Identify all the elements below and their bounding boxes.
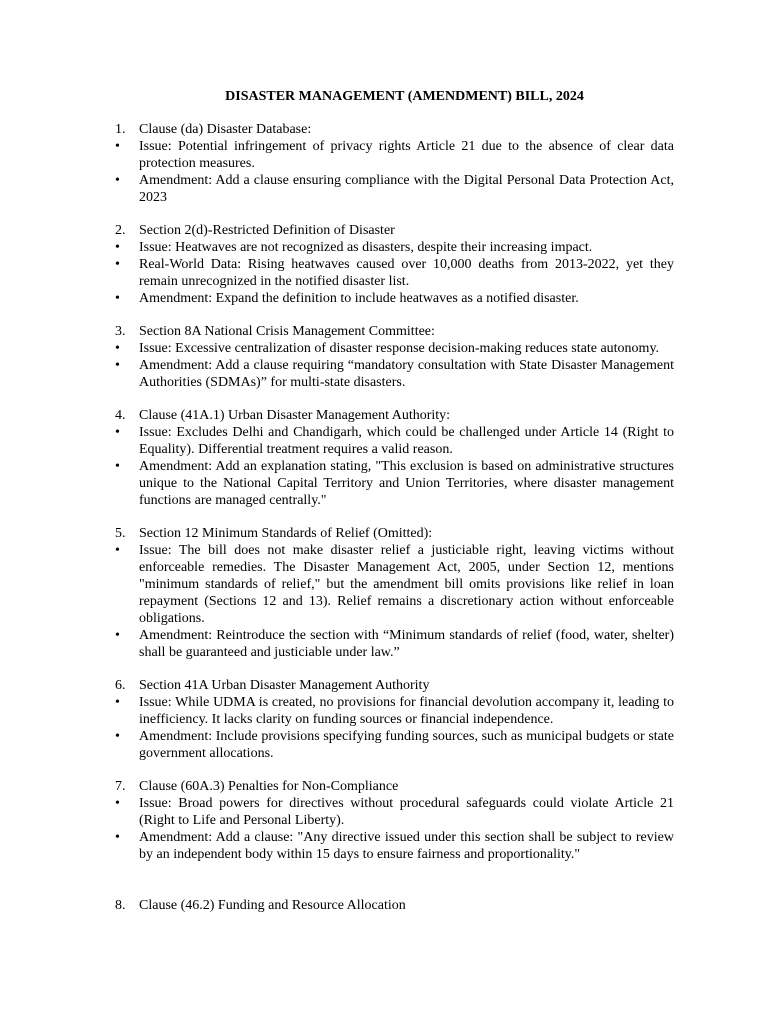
bullet-dot-icon: • <box>115 257 120 272</box>
bullet-list <box>115 239 674 307</box>
bullet-item <box>115 256 674 290</box>
bullet-dot-icon: • <box>115 358 120 373</box>
bullet-text: Issue: Excessive centralization of disaster response decision-making reduces state autonomy. <box>139 341 660 356</box>
section-number: 8. <box>115 898 126 913</box>
section-number: 3. <box>115 324 126 339</box>
bullet-text: Amendment: Add a clause ensuring compliance with the Digital Personal Data Protection Act, 2023 <box>139 173 674 205</box>
bullet-dot-icon: • <box>115 291 120 306</box>
bullet-text: Amendment: Expand the definition to include heatwaves as a notified disaster. <box>139 291 579 306</box>
section-3 <box>115 323 674 391</box>
sections-list <box>115 121 674 914</box>
bullet-item <box>115 290 674 307</box>
bullet-dot-icon: • <box>115 139 120 154</box>
section-2 <box>115 222 674 307</box>
bullet-item <box>115 694 674 728</box>
bullet-text: Amendment: Reintroduce the section with “Minimum standards of relief (food, water, shelter) shall be guaranteed and justiciable under law.” <box>139 628 674 660</box>
section-heading-text: Section 8A National Crisis Management Committee: <box>139 324 435 339</box>
bullet-list <box>115 795 674 863</box>
bullet-list <box>115 340 674 391</box>
bullet-item <box>115 138 674 172</box>
section-number: 6. <box>115 678 126 693</box>
section-6 <box>115 677 674 762</box>
bullet-dot-icon: • <box>115 425 120 440</box>
section-4 <box>115 407 674 509</box>
bullet-item <box>115 340 674 357</box>
section-heading <box>115 407 674 424</box>
section-number: 7. <box>115 779 126 794</box>
bullet-item <box>115 458 674 509</box>
bullet-list <box>115 138 674 206</box>
section-heading-text: Section 41A Urban Disaster Management Authority <box>139 678 430 693</box>
bullet-text: Amendment: Add a clause: "Any directive issued under this section shall be subject to review by an independent body within 15 days to ensure fairness and proportionality." <box>139 830 674 862</box>
bullet-list <box>115 694 674 762</box>
section-1 <box>115 121 674 206</box>
bullet-dot-icon: • <box>115 173 120 188</box>
bullet-item <box>115 172 674 206</box>
bullet-dot-icon: • <box>115 459 120 474</box>
bullet-dot-icon: • <box>115 695 120 710</box>
section-heading-text: Clause (46.2) Funding and Resource Allocation <box>139 898 406 913</box>
bullet-dot-icon: • <box>115 543 120 558</box>
section-heading-text: Clause (41A.1) Urban Disaster Management Authority: <box>139 408 451 423</box>
bullet-item <box>115 728 674 762</box>
bullet-list <box>115 542 674 661</box>
section-heading <box>115 677 674 694</box>
section-heading <box>115 222 674 239</box>
bullet-item <box>115 424 674 458</box>
bullet-text: Amendment: Add a clause requiring “mandatory consultation with State Disaster Management Authorities (SDMAs)” for multi-state disasters. <box>139 358 674 390</box>
section-heading <box>115 897 674 914</box>
section-heading <box>115 525 674 542</box>
section-number: 5. <box>115 526 126 541</box>
section-number: 1. <box>115 122 126 137</box>
section-7 <box>115 778 674 863</box>
section-8 <box>115 897 674 914</box>
bullet-item <box>115 829 674 863</box>
bullet-text: Real-World Data: Rising heatwaves caused over 10,000 deaths from 2013-2022, yet they remain unrecognized in the notified disaster list. <box>139 257 674 289</box>
bullet-dot-icon: • <box>115 796 120 811</box>
bullet-list <box>115 424 674 509</box>
section-heading-text: Clause (60A.3) Penalties for Non-Compliance <box>139 779 399 794</box>
section-number: 4. <box>115 408 126 423</box>
bullet-item <box>115 627 674 661</box>
bullet-item <box>115 795 674 829</box>
document-title: DISASTER MANAGEMENT (AMENDMENT) BILL, 2024 <box>225 89 584 104</box>
bullet-text: Issue: Potential infringement of privacy rights Article 21 due to the absence of clear data protection measures. <box>139 139 674 171</box>
bullet-text: Issue: Broad powers for directives without procedural safeguards could violate Article 21 (Right to Life and Personal Liberty). <box>139 796 674 828</box>
section-heading-text: Section 2(d)-Restricted Definition of Disaster <box>139 223 395 238</box>
bullet-dot-icon: • <box>115 729 120 744</box>
bullet-text: Amendment: Add an explanation stating, "This exclusion is based on administrative structures unique to the National Capital Territory and Union Territories, where disaster management functions are managed centrally." <box>139 459 674 508</box>
section-number: 2. <box>115 223 126 238</box>
section-heading <box>115 778 674 795</box>
bullet-text: Issue: The bill does not make disaster relief a justiciable right, leaving victims without enforceable remedies. The Disaster Management Act, 2005, under Section 12, mentions "minimum standards of relief," but the amendment bill omits provisions like relief in loan repayment (Sections 12 and 13). Relief remains a discretionary action without enforceable obligations. <box>139 543 674 626</box>
section-heading-text: Section 12 Minimum Standards of Relief (Omitted): <box>139 526 433 541</box>
section-heading-text: Clause (da) Disaster Database: <box>139 122 312 137</box>
bullet-dot-icon: • <box>115 240 120 255</box>
bullet-dot-icon: • <box>115 341 120 356</box>
bullet-text: Issue: Excludes Delhi and Chandigarh, which could be challenged under Article 14 (Right to Equality). Differential treatment requires a valid reason. <box>139 425 674 457</box>
bullet-text: Amendment: Include provisions specifying funding sources, such as municipal budgets or state government allocations. <box>139 729 674 761</box>
bullet-dot-icon: • <box>115 628 120 643</box>
bullet-text: Issue: Heatwaves are not recognized as disasters, despite their increasing impact. <box>139 240 593 255</box>
bullet-text: Issue: While UDMA is created, no provisions for financial devolution accompany it, leading to inefficiency. It lacks clarity on funding sources or financial independence. <box>139 695 674 727</box>
section-heading <box>115 323 674 340</box>
section-heading <box>115 121 674 138</box>
bullet-dot-icon: • <box>115 830 120 845</box>
bullet-item <box>115 239 674 256</box>
bullet-item <box>115 357 674 391</box>
bullet-item <box>115 542 674 627</box>
section-5 <box>115 525 674 661</box>
